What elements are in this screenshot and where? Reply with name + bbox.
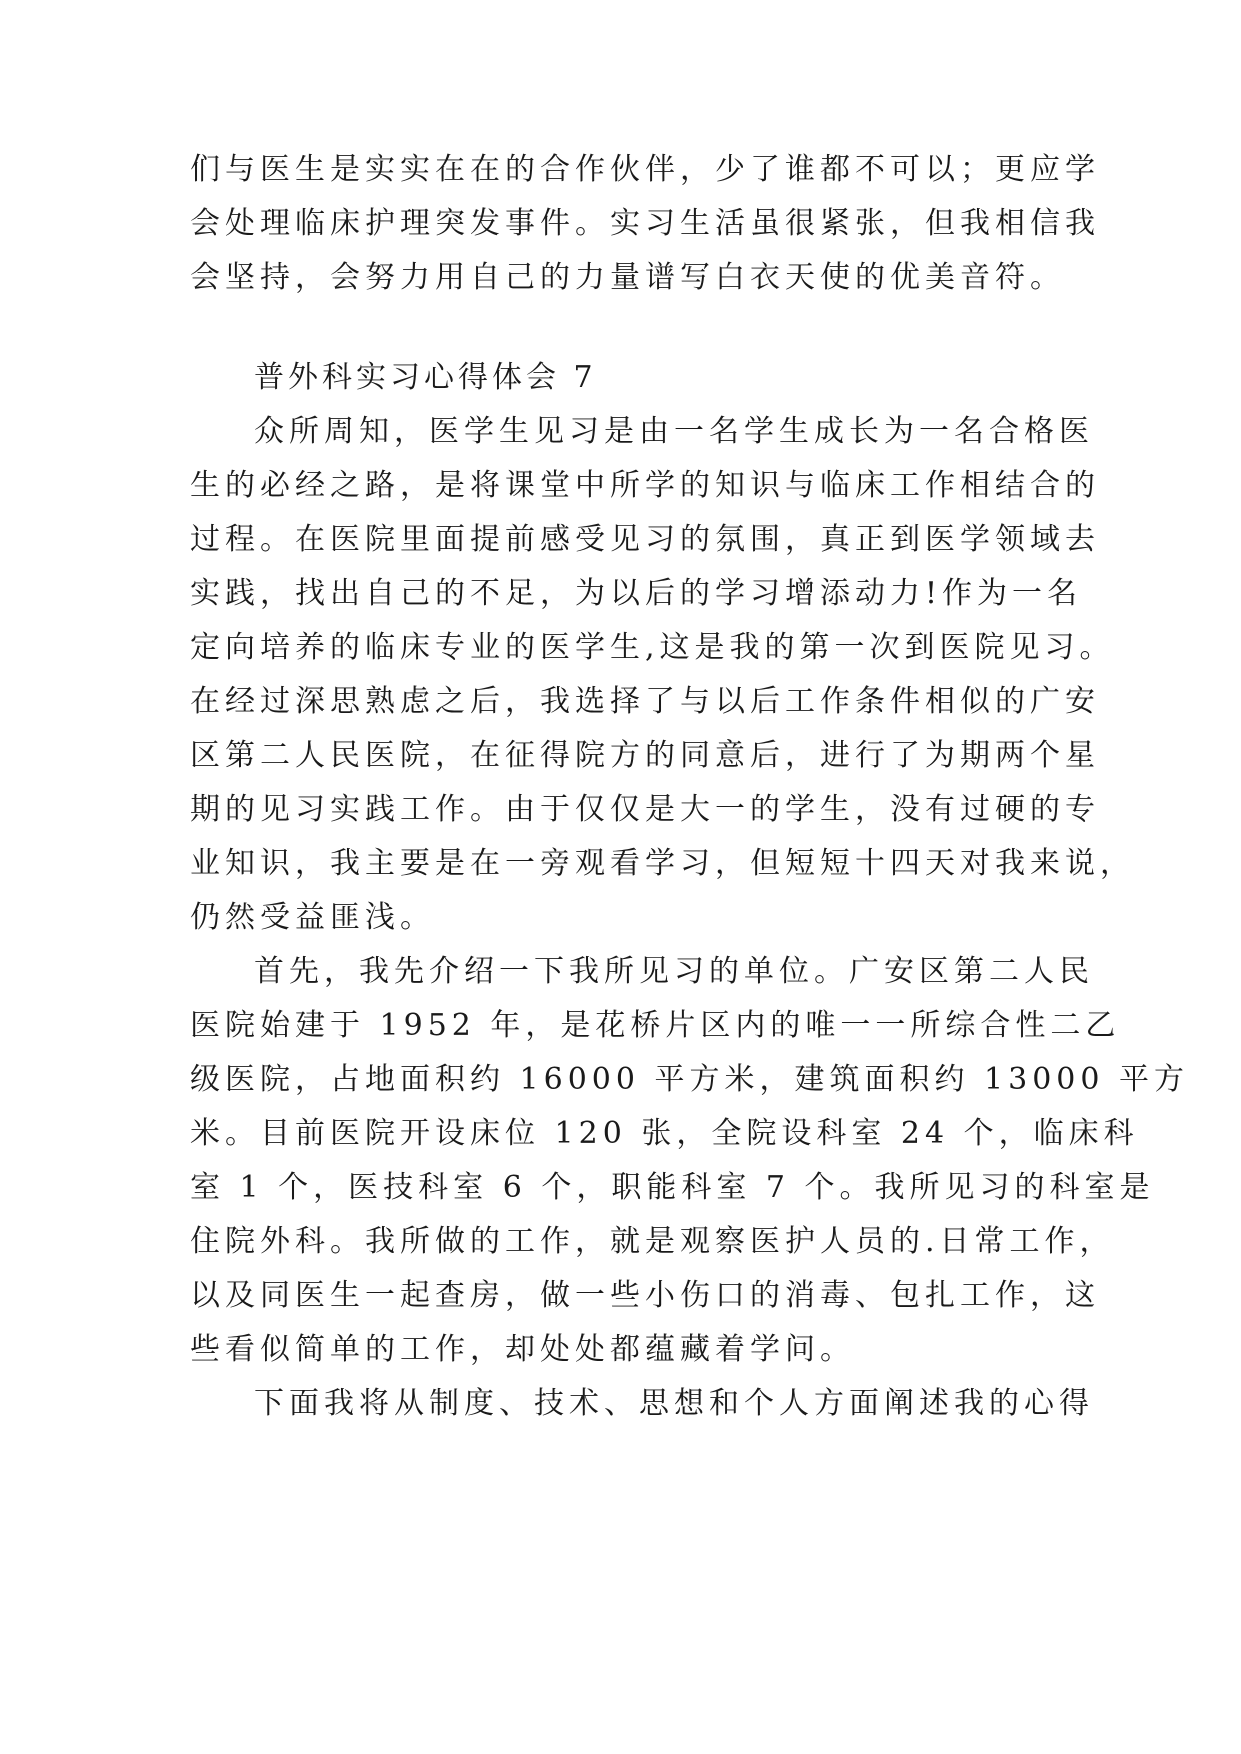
text-line: 生的必经之路，是将课堂中所学的知识与临床工作相结合的: [190, 468, 1100, 503]
text-line: 下面我将从制度、技术、思想和个人方面阐述我的心得: [254, 1386, 1094, 1421]
text-line: 区第二人民医院，在征得院方的同意后，进行了为期两个星: [190, 738, 1100, 773]
text-line: 实践，找出自己的不足，为以后的学习增添动力!作为一名: [190, 576, 1083, 611]
text-line: 些看似简单的工作，却处处都蕴藏着学问。: [190, 1332, 855, 1367]
text-line: 室 1 个，医技科室 6 个，职能科室 7 个。我所见习的科室是: [190, 1170, 1155, 1205]
text-line: 首先，我先介绍一下我所见习的单位。广安区第二人民: [254, 954, 1094, 989]
text-line: 米。目前医院开设床位 120 张，全院设科室 24 个，临床科: [190, 1116, 1139, 1151]
text-line: 仍然受益匪浅。: [190, 900, 435, 935]
text-line: 期的见习实践工作。由于仅仅是大一的学生，没有过硬的专: [190, 792, 1100, 827]
text-line: 医院始建于 1952 年，是花桥片区内的唯一一所综合性二乙: [190, 1008, 1121, 1043]
text-line: 业知识，我主要是在一旁观看学习，但短短十四天对我来说，: [190, 846, 1135, 881]
text-line: 级医院，占地面积约 16000 平方米，建筑面积约 13000 平方: [190, 1062, 1190, 1097]
text-line: 以及同医生一起查房，做一些小伤口的消毒、包扎工作，这: [190, 1278, 1100, 1313]
text-line: 在经过深思熟虑之后，我选择了与以后工作条件相似的广安: [190, 684, 1100, 719]
text-line: 会坚持，会努力用自己的力量谱写白衣天使的优美音符。: [190, 260, 1065, 295]
text-line: 们与医生是实实在在的合作伙伴，少了谁都不可以；更应学: [190, 152, 1100, 187]
text-line: 过程。在医院里面提前感受见习的氛围，真正到医学领域去: [190, 522, 1100, 557]
text-line: 会处理临床护理突发事件。实习生活虽很紧张，但我相信我: [190, 206, 1100, 241]
text-line: 众所周知，医学生见习是由一名学生成长为一名合格医: [254, 414, 1094, 449]
section-title: 普外科实习心得体会 7: [254, 360, 597, 395]
text-line: 住院外科。我所做的工作，就是观察医护人员的.日常工作，: [190, 1224, 1115, 1259]
text-line: 定向培养的临床专业的医学生,这是我的第一次到医院见习。: [190, 630, 1115, 665]
